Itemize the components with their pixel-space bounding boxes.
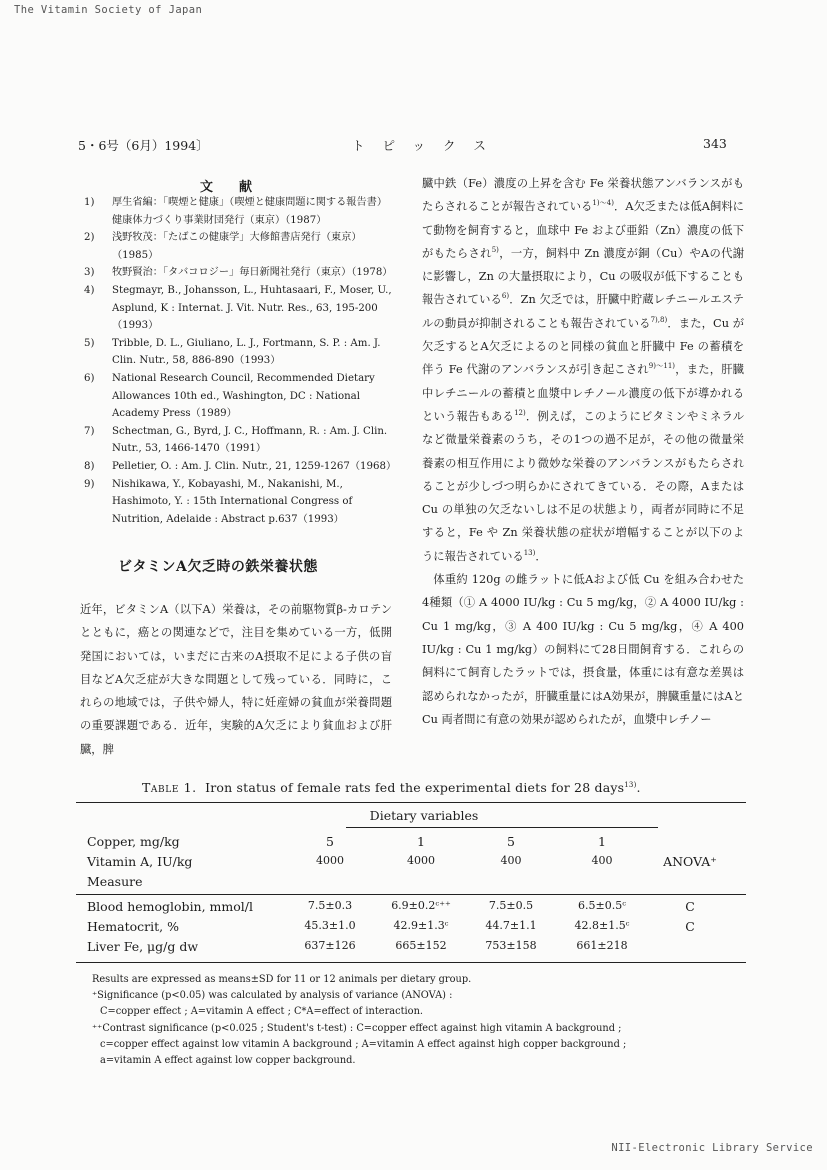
body-text: ．例えば，このようにビタミンやミネラルなど微量栄養素のうち，その1つの過不足が，その他の微量栄養素の相互作用により微妙な栄養のアンバランスがもたらされることが少しづつ明らかにされてきている．その際，AまたはCu の単独の欠乏ないしは不足の状態より，両者が同時に不足すると，Fe や Zn 栄養状態の症状が増幅することが以下のように報告されている [422, 409, 744, 563]
table-cell: 6.5±0.5ᶜ [577, 899, 626, 912]
reference-item [84, 370, 396, 423]
reference-number: 5) [84, 337, 95, 349]
reference-number: 4) [84, 284, 95, 296]
dietary-variables-header: Dietary variables [369, 808, 479, 823]
citation: 13) [523, 548, 536, 557]
table-cell: 42.9±1.3ᶜ [393, 919, 449, 932]
table-bottom-rule [76, 962, 746, 963]
watermark-text: The Vitamin Society of Japan [14, 4, 203, 16]
body-column-right [422, 172, 744, 731]
footnote-line: ⁺Significance (p<0.05) was calculated by analysis of variance (ANOVA) : [92, 990, 453, 1002]
table-caption-end: . [636, 780, 641, 795]
measure-label: Measure [87, 874, 143, 889]
reference-item [84, 282, 396, 335]
references-title: 文献 [200, 180, 279, 195]
table-cell: 661±218 [576, 939, 628, 952]
reference-text: Schectman, G., Byrd, J. C., Hoffmann, R. : Am. J. Clin. Nutr., 53, 1466-1470（1991） [112, 425, 388, 455]
body-paragraph [422, 172, 744, 568]
table-spanner-rule [346, 827, 658, 828]
body-paragraph-left: 近年，ビタミンA（以下A）栄養は，その前駆物質β-カロテンとともに，癌との関連などで，注目を集めている一方，低開発国においては，いまだに古来のA摂取不足による子供の盲目などA欠乏症が大きな問題として残っている．同時に，これらの地域では，子供や婦人，特に妊産婦の貧血が栄養問題の重要課題である．近年，実験的A欠乏により貧血および肝臓，脾 [80, 603, 392, 756]
reference-text: Pelletier, O. : Am. J. Clin. Nutr., 21, 1259-1267（1968） [112, 460, 397, 472]
reference-number: 8) [84, 460, 95, 472]
footer-watermark-text: NII-Electronic Library Service [611, 1142, 813, 1154]
table-cell: 4000 [407, 854, 435, 867]
table-caption [142, 780, 641, 795]
table-cell: 42.8±1.5ᶜ [574, 919, 630, 932]
reference-item [84, 229, 396, 264]
reference-number: 7) [84, 425, 95, 437]
citation: 7),8) [650, 316, 668, 325]
reference-number: 9) [84, 478, 95, 490]
vitamin-label: Vitamin A, IU/kg [87, 854, 193, 869]
reference-text: Tribble, D. L., Giuliano, L. J., Fortmann, S. P. : Am. J. Clin. Nutr., 58, 886-890（1993） [112, 337, 381, 367]
body-paragraph: 体重約 120g の雌ラットに低Aおよび低 Cu を組み合わせた4種類（① A 4000 IU/kg : Cu 5 mg/kg，② A 4000 IU/kg : Cu 1 mg/kg，③ A 400 IU/kg : Cu 5 mg/kg，④ A 400 IU/kg : Cu 1 mg/kg）の飼料にて28日間飼育する．これらの飼料にて飼育したラットでは，摂食量，体重には有意な差異は認められなかったが，肝臓重量にはA効果が，脾臓重量にはAと Cu 両者間に有意の効果が認められたが，血漿中レチノー [422, 573, 744, 726]
reference-text: National Research Council, Recommended Dietary Allowances 10th ed., Washington, DC : National Academy Press（1989） [112, 372, 375, 420]
reference-number: 2) [84, 232, 95, 244]
reference-text: 牧野賢治：「タバコロジー」毎日新聞社発行（東京）（1978） [112, 267, 393, 279]
page-number: 343 [703, 136, 727, 151]
reference-text: 浅野牧茂：「たばこの健康学」大修館書店発行（東京）（1985） [112, 232, 362, 261]
footnote-line: ⁺⁺Contrast significance (p<0.025 ; Student's t-test) : C=copper effect against high vitamin A background ; [92, 1022, 622, 1034]
table-top-rule [76, 802, 746, 803]
table-cell: 637±126 [304, 939, 356, 952]
citation: 12) [514, 409, 526, 418]
reference-item [84, 335, 396, 370]
body-text: ，一方，飼料中 Zn 濃度が銅（Cu）やAの代謝に影響し，Zn の大量摂取により，Cu の吸収が低下することも報告されている [422, 246, 744, 307]
anova-header: ANOVA⁺ [663, 854, 717, 869]
header-section: トピックス [352, 138, 504, 153]
body-text: ．また，Cu が欠乏するとA欠乏によるのと同様の貧血と肝臓中 Fe の蓄積を伴う Fe 代謝のアンバランスが引き起こされ [422, 316, 744, 377]
table-caption-label: Table 1. [142, 780, 197, 795]
measure-name: Liver Fe, μg/g dw [87, 939, 199, 954]
reference-number: 1) [84, 197, 95, 208]
measure-name: Blood hemoglobin, mmol/l [87, 899, 253, 914]
table-header-rule [76, 894, 746, 895]
table-cell: 665±152 [395, 939, 447, 952]
measure-name: Hematocrit, % [87, 919, 179, 934]
footnote-line: Results are expressed as means±SD for 11 or 12 animals per dietary group. [92, 974, 472, 985]
table-cell: 5 [326, 834, 334, 849]
citation: 13) [624, 780, 637, 789]
reference-list [84, 194, 396, 528]
table-cell: 400 [500, 854, 522, 867]
reference-text: 厚生省編：「喫煙と健康」（喫煙と健康問題に関する報告書）健康体力づくり事業財団発行（東京）（1987） [112, 197, 388, 226]
reference-text: Nishikawa, Y., Kobayashi, M., Nakanishi, M., Hashimoto, Y. : 15th International Congress of Nutrition, Adelaide : Abstract p.637（1993） [112, 478, 353, 525]
body-text: ，また，肝臓中レチニールの蓄積と血漿中レチノール濃度の低下が導かれるという報告もある [422, 363, 744, 423]
table-cell: 753±158 [485, 939, 537, 952]
citation: 9)〜11) [648, 362, 676, 371]
body-text: ． [535, 549, 547, 563]
body-text: ．A欠乏または低A飼料にて動物を飼育すると，血球中 Fe および亜鉛（Zn）濃度の低下がもたらされ [422, 200, 744, 260]
table-cell: 7.5±0.5 [488, 899, 534, 912]
section-title: ビタミンA欠乏時の鉄栄養状態 [118, 559, 318, 575]
reference-number: 3) [84, 267, 95, 279]
table-cell: 1 [417, 834, 425, 849]
table-cell: 400 [591, 854, 613, 867]
reference-item [84, 458, 396, 476]
copper-label: Copper, mg/kg [87, 834, 180, 849]
table-cell: 7.5±0.3 [307, 899, 353, 912]
anova-cell: C [685, 919, 695, 934]
table-cell: 6.9±0.2ᶜ⁺⁺ [391, 899, 451, 912]
anova-cell: C [685, 899, 695, 914]
table-cell: 5 [507, 834, 515, 849]
table-caption-text: Iron status of female rats fed the experimental diets for 28 days [205, 780, 625, 795]
table-cell: 44.7±1.1 [485, 919, 537, 932]
reference-item [84, 476, 396, 529]
reference-text: Stegmayr, B., Johansson, L., Huhtasaari, F., Moser, U., Asplund, K : Internat. J. Vit. Nutr. Res., 63, 195-200（1993） [112, 284, 392, 332]
citation: 6) [501, 292, 510, 301]
footnote-line: C=copper effect ; A=vitamin A effect ; C*A=effect of interaction. [100, 1006, 424, 1018]
reference-item [84, 264, 396, 282]
body-text: 臓中鉄（Fe）濃度の上昇を含む Fe 栄養状態アンバランスがもたらされることが報告されている [422, 177, 744, 214]
header-issue: 5・6号（6月）1994〕 [78, 138, 209, 153]
table-footnotes [92, 972, 732, 1069]
body-text: ．Zn 欠乏では，肝臓中貯蔵レチニールエステルの動員が抑制されることも報告されている [422, 293, 744, 330]
reference-item [84, 423, 396, 458]
footnote-line: c=copper effect against low vitamin A background ; A=vitamin A effect against high copper background ; [100, 1038, 627, 1050]
table-cell: 1 [598, 834, 606, 849]
footnote-line: a=vitamin A effect against low copper background. [100, 1055, 356, 1067]
table-cell: 45.3±1.0 [304, 919, 356, 932]
citation: 5) [491, 246, 499, 255]
citation: 1)〜4) [592, 199, 614, 208]
table-cell: 4000 [316, 854, 344, 867]
reference-number: 6) [84, 372, 95, 384]
reference-item [84, 194, 396, 229]
